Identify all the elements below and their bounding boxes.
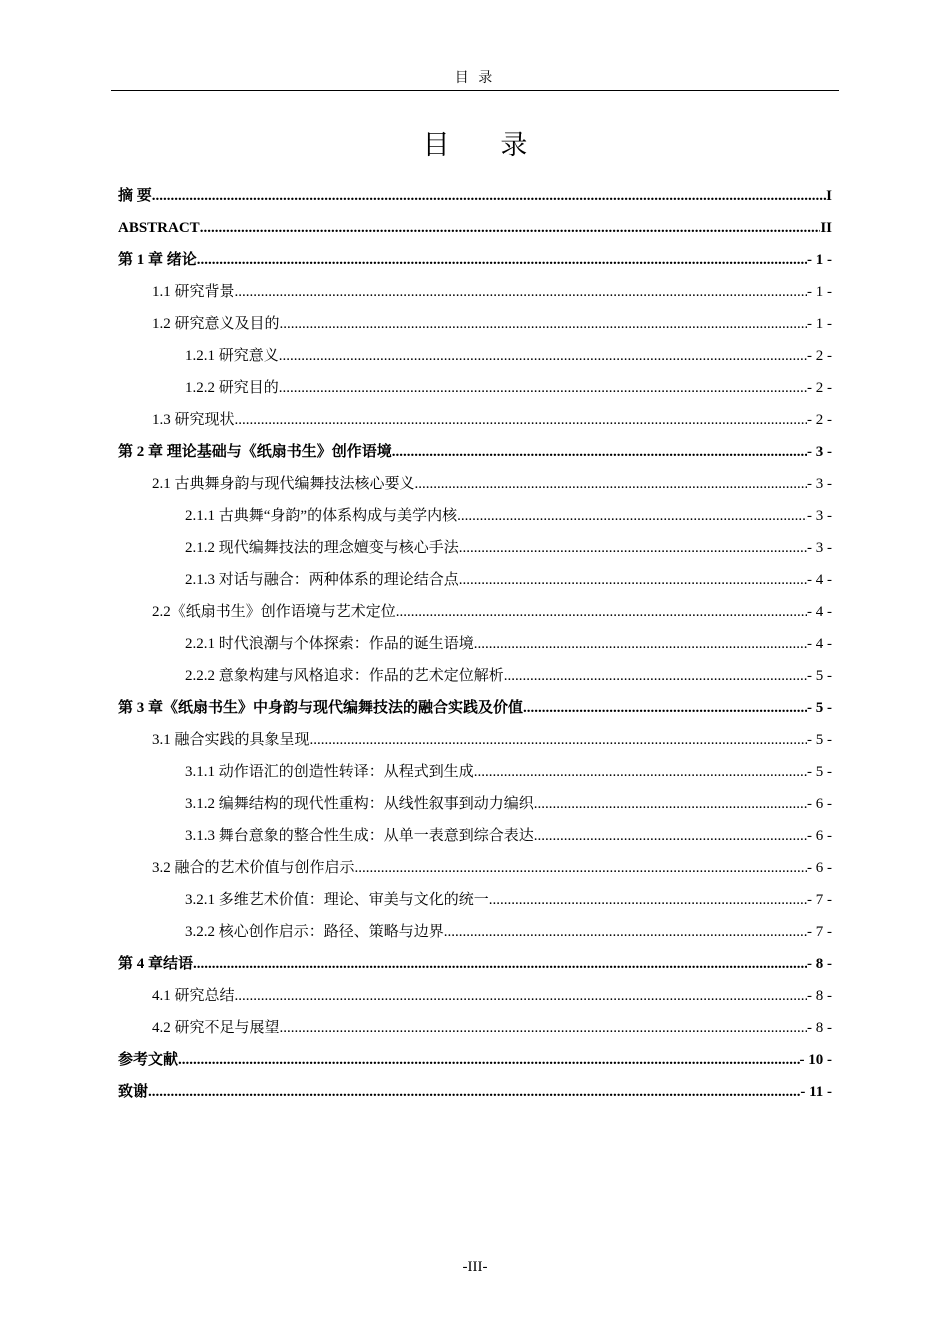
dot-leader: [197, 244, 807, 276]
dot-leader: [152, 180, 826, 212]
toc-entry-title: 2.2《纸扇书生》创作语境与艺术定位: [152, 604, 396, 620]
toc-entry[interactable]: [118, 628, 832, 660]
toc-entry-title: 第 4 章结语: [118, 956, 194, 972]
toc-entry-title: 1.1 研究背景: [152, 284, 235, 300]
toc-entry-title: 3.1.2 编舞结构的现代性重构：从线性叙事到动力编织: [185, 796, 534, 812]
dot-leader: [396, 596, 807, 628]
toc-entry-page: - 5 -: [807, 700, 832, 716]
toc-entry-title: 3.2 融合的艺术价值与创作启示: [152, 860, 355, 876]
toc-entry[interactable]: [118, 596, 832, 628]
dot-leader: [534, 788, 807, 820]
dot-leader: [193, 948, 807, 980]
toc-entry[interactable]: [118, 756, 832, 788]
toc-entry-title: 2.1.2 现代编舞技法的理念嬗变与核心手法: [185, 540, 459, 556]
toc-entry-title: 1.3 研究现状: [152, 412, 235, 428]
dot-leader: [474, 756, 807, 788]
toc-entry-title: 1.2.2 研究目的: [185, 380, 279, 396]
toc-entry-title: ABSTRACT: [118, 220, 200, 236]
toc-entry-page: - 6 -: [807, 828, 832, 844]
toc-entry[interactable]: [118, 180, 832, 212]
toc-entry-page: - 3 -: [807, 508, 832, 524]
page-number: -III-: [462, 1259, 488, 1275]
toc-entry-page: - 3 -: [807, 476, 832, 492]
toc-entry[interactable]: [118, 1076, 832, 1108]
toc-entry-page: - 4 -: [807, 604, 832, 620]
toc-entry-title: 第 2 章 理论基础与《纸扇书生》创作语境: [118, 444, 392, 460]
toc-entry-title: 3.1.3 舞台意象的整合性生成：从单一表意到综合表达: [185, 828, 534, 844]
toc-entry-page: - 10 -: [799, 1052, 832, 1068]
toc-entry-page: - 8 -: [807, 1020, 832, 1036]
toc-entry[interactable]: [118, 308, 832, 340]
toc-entry-title: 1.2.1 研究意义: [185, 348, 279, 364]
toc-entry-title: 致谢: [118, 1084, 149, 1100]
toc-entry-title: 1.2 研究意义及目的: [152, 316, 280, 332]
toc-entry-title: 2.2.2 意象构建与风格追求：作品的艺术定位解析: [185, 668, 504, 684]
dot-leader: [415, 468, 807, 500]
toc-entry[interactable]: [118, 404, 832, 436]
toc-entry[interactable]: [118, 948, 832, 980]
toc-entry-page: - 5 -: [807, 668, 832, 684]
toc-entry-page: - 2 -: [807, 380, 832, 396]
toc-entry-page: - 6 -: [807, 860, 832, 876]
dot-leader: [489, 884, 807, 916]
toc-entry[interactable]: [118, 340, 832, 372]
toc-entry-page: - 11 -: [800, 1084, 832, 1100]
toc-entry-page: - 2 -: [807, 412, 832, 428]
toc-entry-title: 4.1 研究总结: [152, 988, 235, 1004]
toc-entry-page: - 7 -: [807, 892, 832, 908]
toc-entry-title: 第 1 章 绪论: [118, 252, 197, 268]
dot-leader: [523, 692, 807, 724]
toc-entry-page: - 4 -: [807, 636, 832, 652]
toc-entry[interactable]: [118, 244, 832, 276]
dot-leader: [200, 212, 821, 244]
toc-entry-page: - 1 -: [807, 252, 832, 268]
toc-entry[interactable]: [118, 372, 832, 404]
toc-entry[interactable]: [118, 212, 832, 244]
toc-list: [118, 180, 832, 1108]
toc-entry-page: - 3 -: [807, 444, 832, 460]
toc-entry-title: 2.1.1 古典舞“身韵”的体系构成与美学内核: [185, 508, 458, 524]
toc-entry-page: - 7 -: [807, 924, 832, 940]
toc-entry-page: - 6 -: [807, 796, 832, 812]
dot-leader: [235, 404, 807, 436]
dot-leader: [279, 372, 807, 404]
toc-entry-title: 2.1 古典舞身韵与现代编舞技法核心要义: [152, 476, 415, 492]
dot-leader: [355, 852, 807, 884]
toc-entry-title: 参考文献: [118, 1052, 179, 1068]
toc-entry[interactable]: [118, 884, 832, 916]
dot-leader: [474, 628, 807, 660]
toc-entry-page: - 5 -: [807, 764, 832, 780]
toc-entry-page: - 1 -: [807, 284, 832, 300]
toc-entry[interactable]: [118, 1012, 832, 1044]
toc-entry[interactable]: [118, 724, 832, 756]
toc-entry-title: 3.2.2 核心创作启示：路径、策略与边界: [185, 924, 444, 940]
toc-entry[interactable]: [118, 468, 832, 500]
toc-entry-title: 3.1.1 动作语汇的创造性转译：从程式到生成: [185, 764, 474, 780]
dot-leader: [504, 660, 807, 692]
toc-entry[interactable]: [118, 788, 832, 820]
dot-leader: [279, 340, 807, 372]
toc-entry-page: - 2 -: [807, 348, 832, 364]
toc-entry-page: - 1 -: [807, 316, 832, 332]
toc-entry-page: - 3 -: [807, 540, 832, 556]
dot-leader: [178, 1044, 799, 1076]
dot-leader: [444, 916, 807, 948]
toc-entry-title: 3.2.1 多维艺术价值：理论、审美与文化的统一: [185, 892, 489, 908]
toc-entry-title: 2.1.3 对话与融合：两种体系的理论结合点: [185, 572, 459, 588]
toc-entry[interactable]: [118, 564, 832, 596]
toc-entry-page: - 5 -: [807, 732, 832, 748]
toc-entry[interactable]: [118, 1044, 832, 1076]
dot-leader: [392, 436, 807, 468]
toc-entry[interactable]: [118, 692, 832, 724]
toc-entry-page: - 8 -: [807, 988, 832, 1004]
toc-entry-page: - 4 -: [807, 572, 832, 588]
toc-entry[interactable]: [118, 820, 832, 852]
dot-leader: [148, 1076, 800, 1108]
dot-leader: [235, 276, 807, 308]
dot-leader: [534, 820, 807, 852]
toc-entry[interactable]: [118, 980, 832, 1012]
toc-entry-title: 3.1 融合实践的具象呈现: [152, 732, 310, 748]
dot-leader: [310, 724, 807, 756]
toc-title: 目 录: [422, 130, 550, 160]
toc-entry[interactable]: [118, 852, 832, 884]
dot-leader: [459, 564, 807, 596]
toc-entry-page: II: [820, 220, 832, 236]
toc-entry[interactable]: [118, 500, 832, 532]
dot-leader: [457, 500, 807, 532]
toc-entry[interactable]: [118, 660, 832, 692]
toc-entry[interactable]: [118, 916, 832, 948]
dot-leader: [459, 532, 807, 564]
toc-entry[interactable]: [118, 436, 832, 468]
toc-entry-title: 第 3 章《纸扇书生》中身韵与现代编舞技法的融合实践及价值: [118, 700, 524, 716]
dot-leader: [280, 1012, 807, 1044]
toc-entry-title: 2.2.1 时代浪潮与个体探索：作品的诞生语境: [185, 636, 474, 652]
toc-entry-title: 摘 要: [118, 188, 152, 204]
toc-entry[interactable]: [118, 532, 832, 564]
toc-entry-page: - 8 -: [807, 956, 832, 972]
running-header: 目 录: [111, 70, 839, 91]
toc-entry-title: 4.2 研究不足与展望: [152, 1020, 280, 1036]
toc-entry-page: I: [826, 188, 832, 204]
dot-leader: [280, 308, 807, 340]
dot-leader: [235, 980, 807, 1012]
toc-entry[interactable]: [118, 276, 832, 308]
